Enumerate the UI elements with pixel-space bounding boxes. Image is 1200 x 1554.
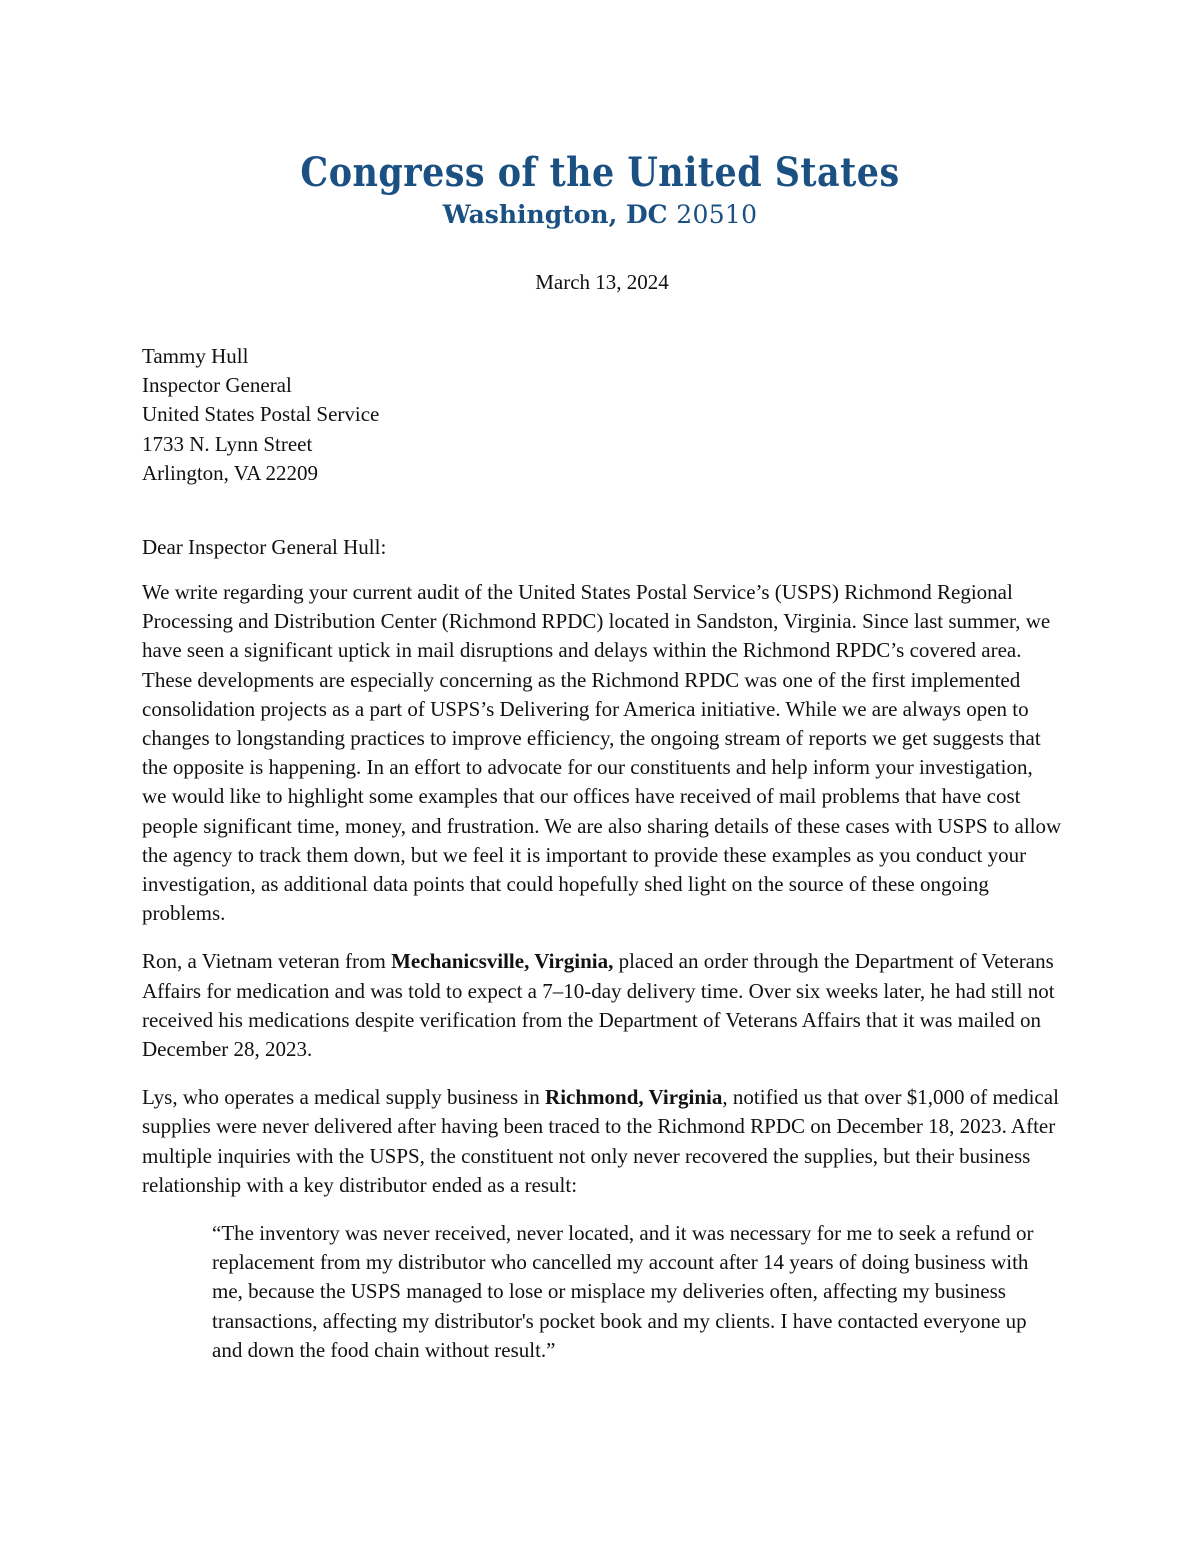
paragraph-ron-text-before: Ron, a Vietnam veteran from	[142, 949, 392, 974]
paragraph-ron-case	[142, 947, 1062, 1064]
letterhead	[0, 150, 1200, 230]
recipient-address-block	[142, 342, 379, 488]
paragraph-ron-location: Mechanicsville, Virginia,	[391, 949, 614, 974]
paragraph-lys-text-before: Lys, who operates a medical supply business in	[142, 1085, 546, 1110]
constituent-quote-text: “The inventory was never received, never located, and it was necessary for me to seek a refund or replacement from my distributor who cancelled my account after 14 years of doing business with me, because the USPS managed to lose or misplace my deliveries often, affecting my business transactions, affecting my distributor's pocket book and my clients. I have contacted everyone up and down the food chain without result.”	[212, 1221, 1034, 1362]
recipient-street: 1733 N. Lynn Street	[142, 431, 313, 456]
letter-paragraphs	[142, 578, 1062, 1365]
recipient-city-state-zip: Arlington, VA 22209	[142, 460, 318, 485]
recipient-organization: United States Postal Service	[142, 402, 380, 427]
paragraph-lys-location: Richmond, Virginia	[545, 1085, 723, 1110]
paragraph-ron-text-after: placed an order through the Department of Veterans Affairs for medication and was told to expect a 7–10-day delivery time. Over six weeks later, he had still not received his medications despite verification from the Department of Veterans Affairs that it was mailed on December 28, 2023.	[142, 949, 1055, 1062]
letterhead-title: Congress of the United States	[300, 149, 900, 196]
paragraph-lys-case	[142, 1083, 1062, 1200]
salutation: Dear Inspector General Hull:	[142, 535, 387, 559]
recipient-name: Tammy Hull	[142, 344, 249, 368]
recipient-title: Inspector General	[142, 373, 292, 398]
paragraph-intro: We write regarding your current audit of the United States Postal Service’s (USPS) Richmond Regional Processing and Distribution Center (Richmond RPDC) located in Sandston, Virginia. Since last summer, we have seen a significant uptick in mail disruptions and delays within the Richmond RPDC’s covered area. These developments are especially concerning as the Richmond RPDC was one of the first implemented consolidation projects as a part of USPS’s Delivering for America initiative. While we are always open to changes to longstanding practices to improve efficiency, the ongoing stream of reports we get suggests that the opposite is happening. In an effort to advocate for our constituents and help inform your investigation, we would like to highlight some examples that our offices have received of mail problems that have cost people significant time, money, and frustration. We are also sharing details of these cases with USPS to allow the agency to track them down, but we feel it is important to provide these examples as you conduct your investigation, as additional data points that could hopefully shed light on the source of these ongoing problems.	[142, 580, 1062, 926]
constituent-quote	[212, 1219, 1060, 1365]
letterhead-city-state: Washington, DC	[442, 200, 677, 229]
letter-date: March 13, 2024	[535, 270, 669, 294]
letterhead-zip: 20510	[676, 200, 758, 229]
letterhead-subtitle	[0, 200, 1200, 230]
paragraph-lys-text-after: , notified us that over $1,000 of medical supplies were never delivered after having been traced to the Richmond RPDC on December 18, 2023. After multiple inquiries with the USPS, the constituent not only never recovered the supplies, but their business relationship with a key distributor ended as a result:	[142, 1085, 1059, 1197]
